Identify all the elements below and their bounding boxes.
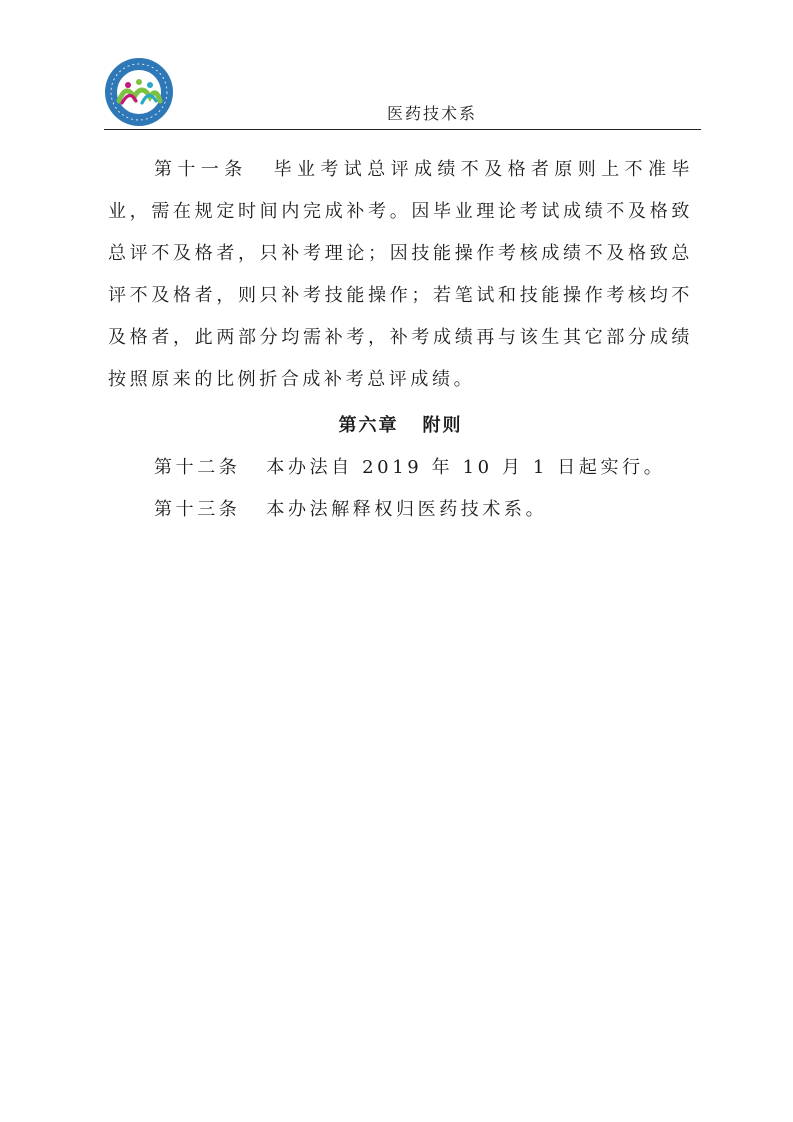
chapter-heading <box>108 405 693 447</box>
article-12 <box>108 447 693 489</box>
chapter-number: 第六章 <box>338 415 399 436</box>
article-label: 第十一条 <box>154 159 248 180</box>
header-department: 医药技术系 <box>387 104 478 123</box>
article-label: 第十二条 <box>154 457 241 478</box>
article-11 <box>108 149 693 401</box>
document-body <box>108 149 693 531</box>
article-text: 本办法解释权归医药技术系。 <box>266 499 548 520</box>
article-label: 第十三条 <box>154 499 241 520</box>
header-divider <box>104 129 701 130</box>
school-logo <box>104 57 174 127</box>
article-text: 毕业考试总评成绩不及格者原则上不准毕业，需在规定时间内完成补考。因毕业理论考试成绩不及格致总评不及格者，只补考理论；因技能操作考核成绩不及格致总评不及格者，则只补考技能操作；若笔试和技能操作考核均不及格者，此两部分均需补考，补考成绩再与该生其它部分成绩按照原来的比例折合成补考总评成绩。 <box>108 159 693 390</box>
article-text: 本办法自 2019 年 10 月 1 日起实行。 <box>266 457 666 478</box>
article-13 <box>108 489 693 531</box>
chapter-title: 附则 <box>422 415 463 436</box>
